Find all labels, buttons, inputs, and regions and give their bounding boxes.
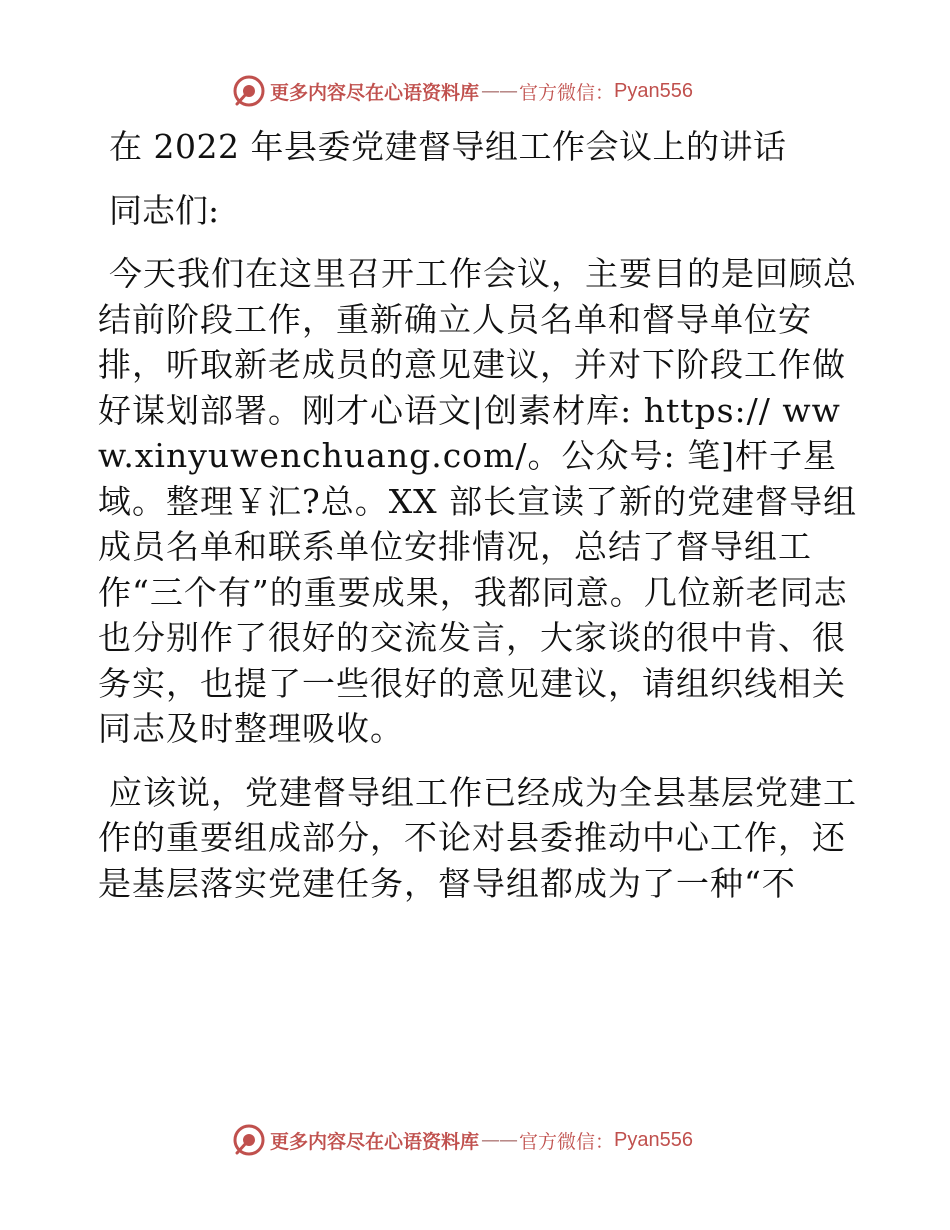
paragraph-1-text: 今天我们在这里召开工作会议，主要目的是回顾总结前阶段工作，重新确立人员名单和督导单位安排，听取新老成员的意见建议，并对下阶段工作做好谋划部署。刚才心语文|创素材库: https:// www.xinyuwenchuang.com/。公众号: 笔]杆子星域。整理￥汇?总。XX 部长宣读了新的党建督导组成员名单和联系单位安排情况，总结了督导组工作“三个有”的重要成果，我都同意。几位新老同志也分别作了很好的交流发言，大家谈的很中肯、很务实，也提了一些很好的意见建议，请组织线相关同志及时整理吸收。 [98, 254, 858, 748]
document-body [98, 124, 858, 906]
watermark-id: Pyan556 [614, 1128, 693, 1151]
header-watermark [232, 73, 693, 109]
paragraph-2-text: 应该说，党建督导组工作已经成为全县基层党建工作的重要组成部分，不论对县委推动中心工作，还是基层落实党建任务，督导组都成为了一种“不 [98, 772, 857, 903]
watermark-id: Pyan556 [614, 79, 693, 102]
document-title: 在 2022 年县委党建督导组工作会议上的讲话 [109, 127, 787, 166]
watermark-brand: 更多内容尽在心语资料库 [270, 81, 480, 104]
greeting: 同志们: [109, 190, 220, 230]
pen-logo-icon [232, 1123, 266, 1157]
watermark-separator: —— [481, 1129, 518, 1151]
paragraph-1 [98, 251, 858, 752]
pen-logo-icon [232, 74, 266, 108]
watermark-account: 官方微信： [519, 1130, 615, 1153]
watermark-separator: —— [481, 80, 518, 102]
watermark-brand: 更多内容尽在心语资料库 [270, 1130, 480, 1153]
paragraph-2 [98, 770, 858, 907]
footer-watermark [232, 1122, 693, 1158]
watermark-account: 官方微信： [519, 81, 615, 104]
